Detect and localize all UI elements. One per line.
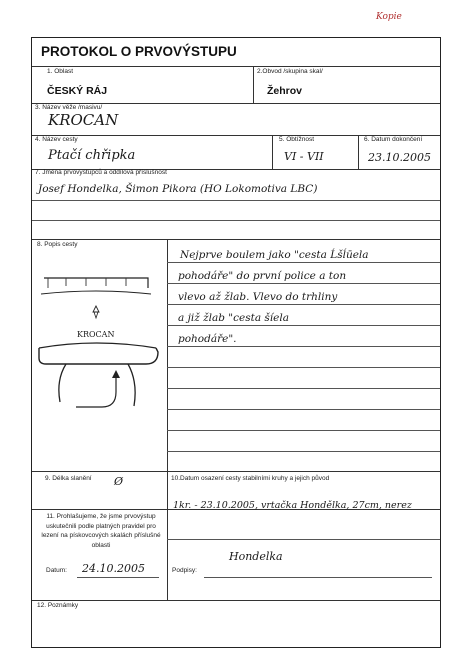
datum-dokonceni-value: 23.10.2005 (368, 151, 431, 164)
datum-label: Datum: (46, 567, 67, 574)
protocol-form (31, 37, 441, 648)
vez-label: 3. Název věže /masivu/ (35, 104, 103, 111)
obvod-value: Žehrov (267, 85, 303, 97)
datum-dokonceni-label: 6. Datum dokončení (364, 136, 423, 143)
sketch-label: KROCAN (77, 330, 115, 339)
popis-line-2: pohodáře" do první police a ton (178, 270, 347, 282)
popis-line-1: Nejprve boulem jako "cesta Ĺšĺūela (180, 249, 369, 261)
datum-value: 24.10.2005 (82, 562, 145, 575)
vez-value: KROCAN (48, 111, 119, 129)
prvovystupci-value: Josef Hondelka, Šimon Pikora (HO Lokomotiva LBC) (38, 183, 318, 195)
podpisy-value: Hondelka (229, 550, 283, 563)
popis-label: 8. Popis cesty (37, 241, 78, 248)
delka-label: 9. Délka slanění (45, 475, 92, 482)
oblast-label: 1. Oblast (47, 68, 74, 75)
corner-note: Kopie (376, 12, 402, 22)
popis-line-5: pohodáře". (178, 333, 237, 345)
obtiznost-value: VI - VII (284, 150, 324, 163)
form-title: PROTOKOL O PRVOVÝSTUPU (41, 44, 237, 59)
jisteni-label: 10.Datum osazení cesty stabilními kruhy a jejich původ (171, 475, 330, 482)
jisteni-value: 1kr. - 23.10.2005, vrtačka Hondělka, 27cm, nerez (173, 500, 412, 511)
popis-line-3: vlevo až žlab. Vlevo do trhliny (178, 291, 338, 303)
poznamky-label: 12. Poznámky (37, 602, 79, 609)
podpisy-label: Podpisy: (172, 567, 197, 574)
prvovystupci-label: 7. Jména prvovystupců a oddílová příslušnost (35, 169, 167, 176)
prohlaseni-label: 11. Prohlašujeme, že jsme prvovýstup uskutečnili podle platných pravidel pro lezení na pískovcových skalách příslušné oblasti (41, 513, 161, 549)
popis-line-4: a již žlab "cesta šíela (178, 312, 289, 324)
cesta-value: Ptačí chřipka (48, 148, 136, 163)
cesta-label: 4. Název cesty (35, 136, 78, 143)
obvod-label: 2.Obvod /skupina skal/ (257, 68, 323, 75)
obtiznost-label: 5. Obtížnost (279, 136, 315, 143)
oblast-value: ČESKÝ RÁJ (47, 85, 108, 97)
delka-value: Ø (114, 475, 124, 488)
